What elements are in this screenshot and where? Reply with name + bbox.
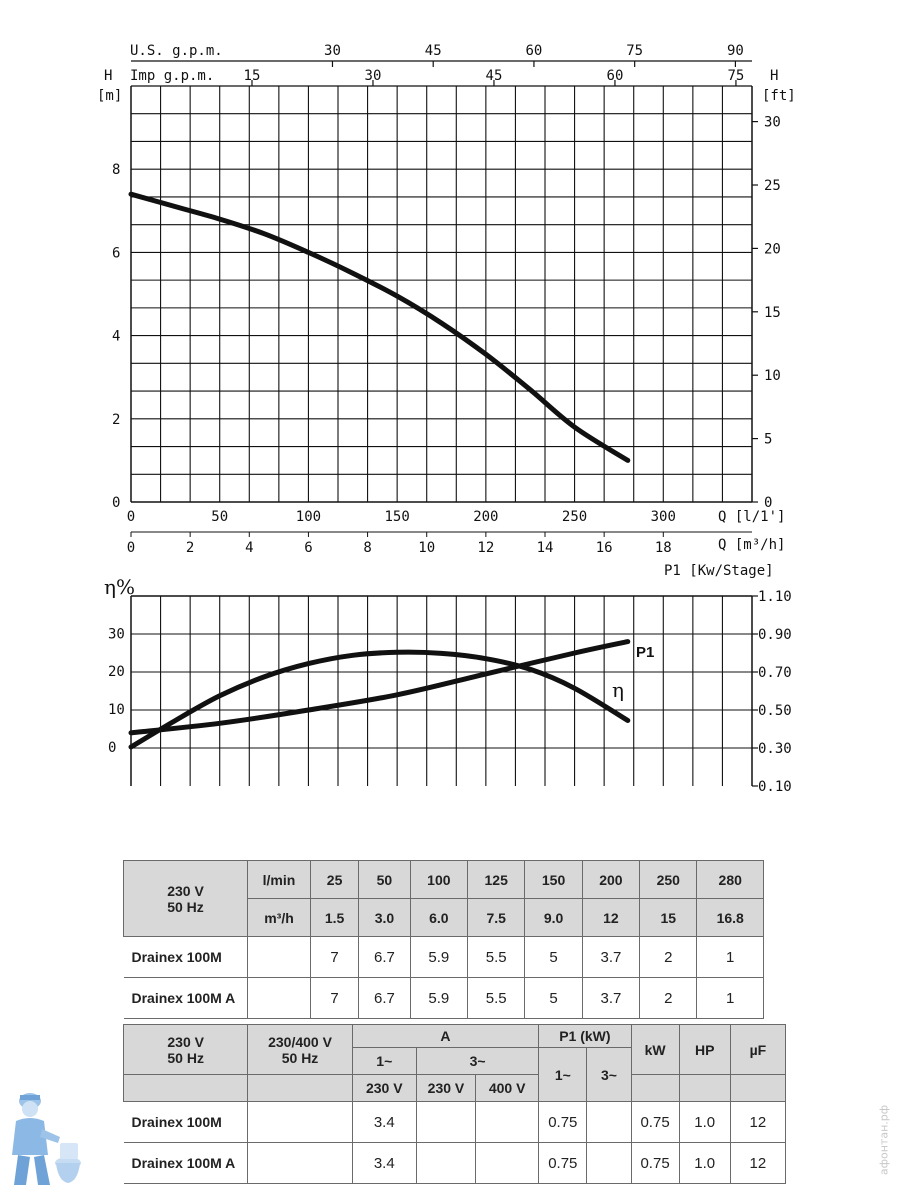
table1-freq: 50 Hz: [167, 898, 204, 915]
flow-m3h-3: 7.5: [468, 899, 525, 937]
phase3-header: 3~: [416, 1048, 538, 1075]
left-axis-unit: [m]: [97, 88, 123, 104]
x-tick-label: 150: [384, 509, 410, 525]
flow-m3h-7: 16.8: [697, 899, 764, 937]
empty-cell: [248, 937, 311, 978]
right-y-tick-label: 30: [764, 114, 781, 131]
y-tick-label: 8: [112, 162, 121, 179]
empty-header: [631, 1075, 679, 1102]
eta-tick-label: 20: [108, 664, 125, 681]
x2-tick-label: 10: [418, 540, 436, 556]
table1-voltage: 230 V: [167, 882, 204, 899]
head-value: 5.5: [468, 978, 525, 1019]
kw-value: 0.75: [631, 1143, 679, 1184]
head-value: 2: [640, 978, 697, 1019]
flow-m3h-1: 3.0: [359, 899, 410, 937]
top1-tick-label: 75: [626, 43, 644, 59]
uf-value: 12: [730, 1143, 785, 1184]
x-tick-label: 50: [211, 509, 229, 525]
head-value: 3.7: [582, 937, 639, 978]
head-value: 2: [640, 937, 697, 978]
amp-1ph: 3.4: [352, 1102, 416, 1143]
table2-voltage-cell: [124, 1025, 248, 1075]
p1-phase1-header: 1~: [539, 1048, 587, 1102]
kw-header: kW: [631, 1025, 679, 1075]
table-row: [124, 1102, 786, 1143]
head-value: 3.7: [582, 978, 639, 1019]
table-row: [124, 978, 764, 1019]
amp-400: [476, 1102, 539, 1143]
top1-tick-label: 30: [324, 43, 341, 59]
site-watermark: [872, 1090, 896, 1190]
amp-header: A: [352, 1025, 539, 1048]
kw-value: 0.75: [631, 1102, 679, 1143]
x2-tick-label: 8: [363, 540, 372, 556]
v230b-header: 230 V: [416, 1075, 475, 1102]
amp-1ph: 3.4: [352, 1143, 416, 1184]
plumber-mascot-icon: [8, 1085, 83, 1190]
head-value: 1: [697, 978, 764, 1019]
p1-tick-label: 1.10: [758, 589, 792, 605]
eta-tick-label: 30: [108, 626, 125, 643]
table2-voltage2: 230/400 V: [268, 1033, 332, 1050]
empty-cell: [248, 978, 311, 1019]
flow-m3h-2: 6.0: [410, 899, 467, 937]
head-value: 5.5: [468, 937, 525, 978]
flow-lmin-6: 250: [640, 861, 697, 899]
empty-cell: [248, 1102, 352, 1143]
x-tick-label: 300: [650, 509, 676, 525]
x2-tick-label: 2: [185, 540, 195, 556]
x2-tick-label: 14: [536, 540, 554, 556]
right-y-tick-label: 0: [764, 495, 773, 511]
head-value: 7: [311, 978, 359, 1019]
head-chart-frame: [131, 61, 752, 532]
top1-tick-label: 60: [525, 43, 543, 59]
top2-tick-label: 60: [606, 68, 624, 84]
table2-voltage2-cell: [248, 1025, 352, 1075]
flow-lmin-0: 25: [311, 861, 359, 899]
v230-header: 230 V: [352, 1075, 416, 1102]
uf-value: 12: [730, 1102, 785, 1143]
x2-tick-label: 4: [245, 540, 254, 556]
watermark-text: афонтан.рф: [877, 1104, 891, 1176]
right-y-tick-label: 5: [764, 431, 773, 448]
left-axis-symbol: H: [104, 68, 113, 84]
head-value: 5.9: [410, 937, 467, 978]
top-axis-2-label: Imp g.p.m.: [130, 68, 215, 84]
head-value: 5: [525, 937, 582, 978]
flow-m3h-0: 1.5: [311, 899, 359, 937]
top2-tick-label: 15: [243, 68, 261, 84]
empty-header: [124, 1075, 248, 1102]
amp-230: [416, 1143, 475, 1184]
head-value: 7: [311, 937, 359, 978]
p1-header: P1 (kW): [539, 1025, 631, 1048]
table1-unit-lmin: l/min: [248, 861, 311, 899]
p1-tick-label: 0.50: [758, 703, 792, 719]
x2-tick-label: 18: [654, 540, 672, 556]
empty-cell: [248, 1143, 352, 1184]
right-y-tick-label: 20: [764, 241, 781, 258]
eta-tick-label: 0: [108, 740, 117, 756]
flow-lmin-7: 280: [697, 861, 764, 899]
table2-freq2: 50 Hz: [281, 1049, 319, 1066]
top1-tick-label: 45: [424, 43, 442, 59]
phase1-header: 1~: [352, 1048, 416, 1075]
head-table: [123, 860, 764, 1019]
hp-value: 1.0: [679, 1102, 730, 1143]
eta-series-label: η: [612, 678, 624, 702]
amp-230: [416, 1102, 475, 1143]
table2-freq: 50 Hz: [167, 1049, 204, 1066]
p1-1ph: 0.75: [539, 1102, 587, 1143]
p1-series-label: P1: [636, 644, 655, 661]
model-name: Drainex 100M: [124, 1102, 248, 1143]
head-curve: [131, 194, 628, 460]
x-axis-1-label: Q [l/1']: [718, 509, 786, 525]
head-value: 1: [697, 937, 764, 978]
right-y-tick-label: 25: [764, 178, 781, 195]
hp-header: HP: [679, 1025, 730, 1075]
flow-lmin-4: 150: [525, 861, 582, 899]
p1-3ph: [587, 1143, 631, 1184]
head-chart-ticks: [112, 43, 781, 556]
flow-lmin-5: 200: [582, 861, 639, 899]
empty-header: [730, 1075, 785, 1102]
right-axis-unit: [ft]: [762, 88, 796, 104]
eta-axis-label: η%: [104, 575, 135, 599]
p1-tick-label: 0.90: [758, 627, 792, 643]
head-chart-grid: [131, 86, 752, 502]
p1-tick-label: 0.70: [758, 665, 792, 681]
head-value: 5: [525, 978, 582, 1019]
v400-header: 400 V: [476, 1075, 539, 1102]
model-name: Drainex 100M: [124, 937, 248, 978]
top-axis-1-label: U.S. g.p.m.: [130, 43, 223, 59]
y-tick-label: 2: [112, 411, 121, 428]
table1-unit-m3h: m³/h: [248, 899, 311, 937]
x-tick-label: 200: [473, 509, 499, 525]
x2-tick-label: 12: [477, 540, 495, 556]
y-tick-label: 4: [112, 328, 121, 345]
flow-m3h-5: 12: [582, 899, 639, 937]
flow-lmin-2: 100: [410, 861, 467, 899]
efficiency-chart-ticks: [108, 589, 792, 795]
table1-voltage-cell: [124, 861, 248, 937]
hp-value: 1.0: [679, 1143, 730, 1184]
table-row: [124, 937, 764, 978]
flow-lmin-3: 125: [468, 861, 525, 899]
p1-1ph: 0.75: [539, 1143, 587, 1184]
head-value: 6.7: [359, 937, 410, 978]
top2-tick-label: 30: [364, 68, 382, 84]
empty-header: [248, 1075, 352, 1102]
p1-tick-label: 0.30: [758, 741, 792, 757]
x2-tick-label: 0: [126, 540, 136, 556]
right-y-tick-label: 15: [764, 304, 781, 321]
top2-tick-label: 45: [485, 68, 503, 84]
electrical-table: [123, 1024, 786, 1184]
table2-voltage: 230 V: [167, 1033, 204, 1050]
x2-tick-label: 16: [595, 540, 613, 556]
flow-m3h-6: 15: [640, 899, 697, 937]
head-value: 5.9: [410, 978, 467, 1019]
x2-tick-label: 6: [304, 540, 313, 556]
p1-tick-label: 0.10: [758, 779, 792, 795]
flow-lmin-1: 50: [359, 861, 410, 899]
right-y-tick-label: 10: [764, 368, 781, 385]
flow-m3h-4: 9.0: [525, 899, 582, 937]
top1-tick-label: 90: [726, 43, 744, 59]
p1-axis-label: P1 [Kw/Stage]: [664, 563, 774, 579]
amp-400: [476, 1143, 539, 1184]
p1-3ph: [587, 1102, 631, 1143]
x-tick-label: 250: [561, 509, 588, 525]
efficiency-chart-labels: [104, 563, 774, 599]
x-axis-2-label: Q [m³/h]: [718, 537, 786, 553]
top2-tick-label: 75: [727, 68, 745, 84]
empty-header: [679, 1075, 730, 1102]
eta-tick-label: 10: [108, 702, 125, 719]
head-value: 6.7: [359, 978, 410, 1019]
uf-header: µF: [730, 1025, 785, 1075]
x-tick-label: 0: [126, 509, 136, 525]
model-name: Drainex 100M A: [124, 1143, 248, 1184]
y-tick-label: 0: [112, 495, 121, 511]
p1-phase3-header: 3~: [587, 1048, 631, 1102]
model-name: Drainex 100M A: [124, 978, 248, 1019]
right-axis-symbol: H: [770, 68, 779, 84]
table-row: [124, 1143, 786, 1184]
x-tick-label: 100: [295, 509, 322, 525]
y-tick-label: 6: [112, 245, 121, 262]
head-chart-labels: [97, 43, 796, 553]
